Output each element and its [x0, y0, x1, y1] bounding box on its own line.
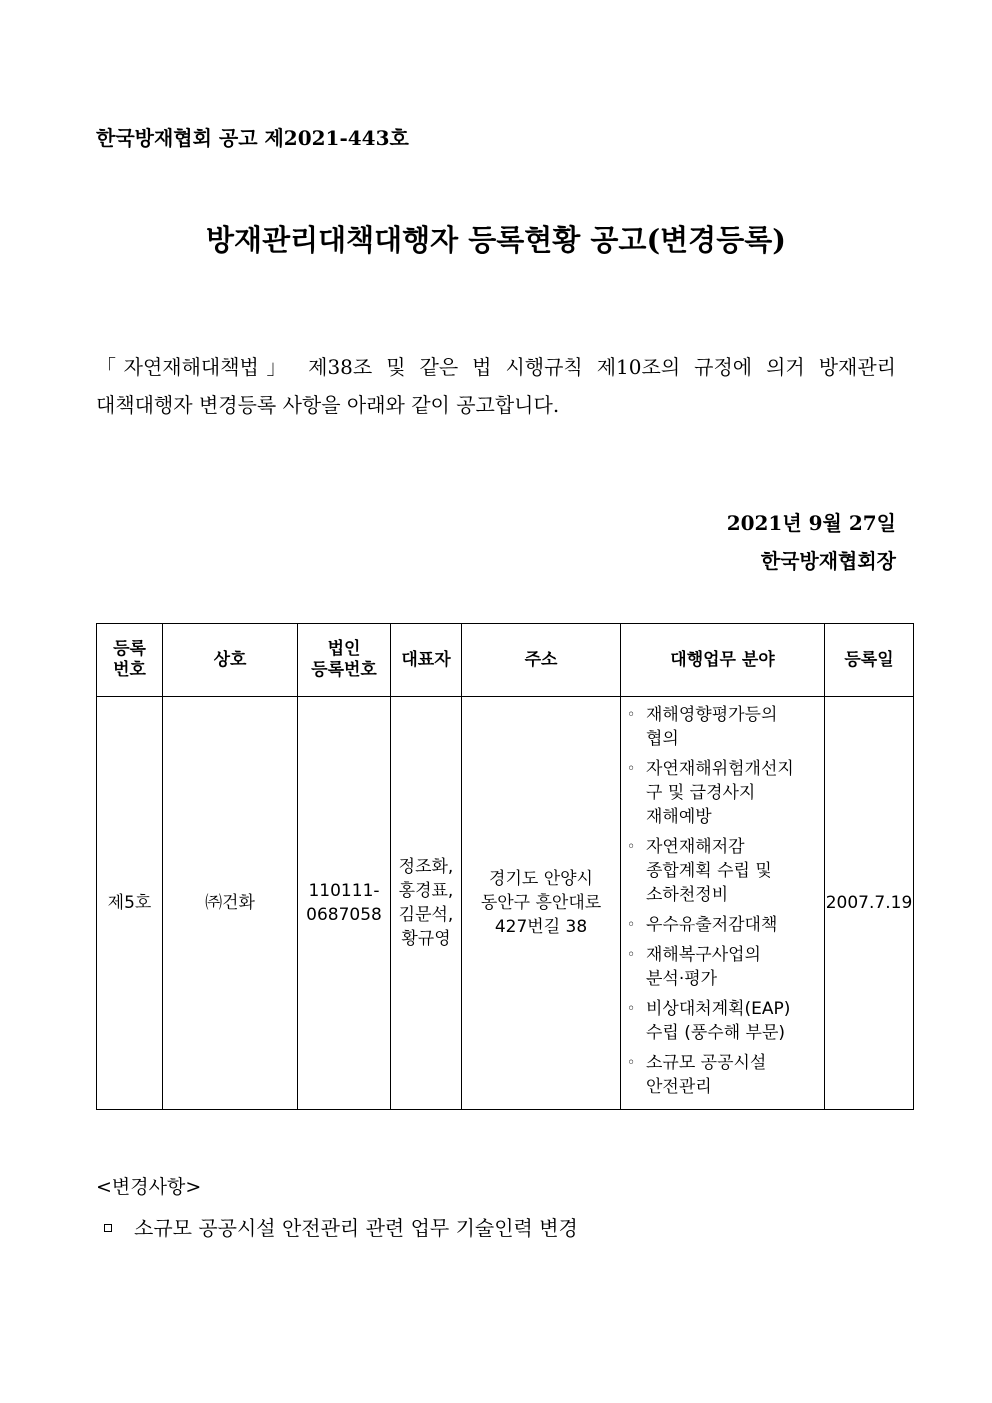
- cell-address: [462, 697, 621, 1110]
- bullet-icon: ◦: [627, 947, 636, 963]
- notice-body-line-1: 「자연재해대책법」 제38조 및 같은 법 시행규칙 제10조의 규정에 의거 방재관리: [96, 355, 896, 379]
- field-item-line: 수립 (풍수해 부문): [646, 1023, 786, 1043]
- header-corp-no-line-2: 등록번호: [311, 660, 377, 680]
- field-item-line: 우수유출저감대책: [646, 915, 778, 935]
- field-item-line: 분석·평가: [646, 969, 718, 989]
- field-item-line: 비상대처계획(EAP): [646, 999, 791, 1019]
- changes-heading: <변경사항>: [96, 1176, 202, 1198]
- header-reg-no-line-1: 등록: [113, 639, 146, 659]
- notice-date: 2021년 9월 27일: [726, 511, 896, 535]
- notice-body: [96, 348, 896, 424]
- table-header-row: [97, 624, 914, 697]
- bullet-icon: ◦: [627, 839, 636, 855]
- address-line: 경기도 안양시: [489, 869, 593, 889]
- field-item: [627, 913, 820, 937]
- field-item-line: 재해복구사업의: [646, 945, 761, 965]
- header-representative: 대표자: [391, 624, 462, 697]
- representative-name: 홍경표,: [398, 881, 454, 901]
- corp-no-line-1: 110111-: [308, 881, 380, 901]
- field-item: [627, 835, 820, 907]
- representative-name: 정조화,: [398, 857, 454, 877]
- header-fields: 대행업무 분야: [621, 624, 825, 697]
- header-address: 주소: [462, 624, 621, 697]
- cell-fields: [621, 697, 825, 1110]
- field-item-line: 구 및 급경사지: [646, 783, 756, 803]
- cell-company: ㈜건화: [163, 697, 298, 1110]
- cell-reg-date: 2007.7.19: [825, 697, 914, 1110]
- address-line: 동안구 흥안대로: [480, 893, 602, 913]
- field-item: [627, 703, 820, 751]
- header-corp-no: [298, 624, 391, 697]
- field-item-line: 재해예방: [646, 807, 712, 827]
- change-item-text: 소규모 공공시설 안전관리 관련 업무 기술인력 변경: [134, 1216, 578, 1240]
- bullet-icon: ◦: [627, 917, 636, 933]
- field-item: [627, 1051, 820, 1099]
- bullet-icon: ◦: [627, 761, 636, 777]
- corp-no-line-2: 0687058: [306, 905, 382, 925]
- bullet-icon: ◦: [627, 1055, 636, 1071]
- document-title: 방재관리대책대행자 등록현황 공고(변경등록): [206, 223, 786, 257]
- header-company: 상호: [163, 624, 298, 697]
- notice-body-line-2: 대책대행자 변경등록 사항을 아래와 같이 공고합니다.: [96, 393, 560, 417]
- address-line: 427번길 38: [494, 917, 588, 937]
- notice-number: 한국방재협회 공고 제2021-443호: [96, 126, 409, 150]
- cell-representatives: [391, 697, 462, 1110]
- registration-table: [96, 623, 914, 1110]
- signature-block: [727, 504, 896, 580]
- header-corp-no-line-1: 법인: [327, 639, 361, 659]
- field-item-line: 자연재해위험개선지: [646, 759, 794, 779]
- field-item: [627, 757, 820, 829]
- field-item-line: 종합계획 수립 및: [646, 861, 772, 881]
- bullet-icon: ◦: [627, 1001, 636, 1017]
- field-item-line: 소하천정비: [646, 885, 729, 905]
- field-item-line: 협의: [646, 729, 679, 749]
- field-item: [627, 943, 820, 991]
- cell-reg-no: 제5호: [97, 697, 163, 1110]
- field-item-line: 자연재해저감: [646, 837, 745, 857]
- cell-corp-no: [298, 697, 391, 1110]
- bullet-icon: ◦: [627, 707, 636, 723]
- header-reg-no: [97, 624, 163, 697]
- field-item-line: 소규모 공공시설: [646, 1053, 767, 1073]
- issuer-name: 한국방재협회장: [760, 549, 896, 573]
- representative-name: 황규영: [401, 929, 451, 949]
- field-item: [627, 997, 820, 1045]
- header-reg-no-line-2: 번호: [113, 660, 146, 680]
- header-reg-date: 등록일: [825, 624, 914, 697]
- field-item-line: 안전관리: [646, 1077, 712, 1097]
- square-bullet-icon: [104, 1224, 112, 1232]
- change-item: [96, 1212, 578, 1241]
- representative-name: 김문석,: [398, 905, 454, 925]
- table-row: [97, 697, 914, 1110]
- field-item-line: 재해영향평가등의: [646, 705, 778, 725]
